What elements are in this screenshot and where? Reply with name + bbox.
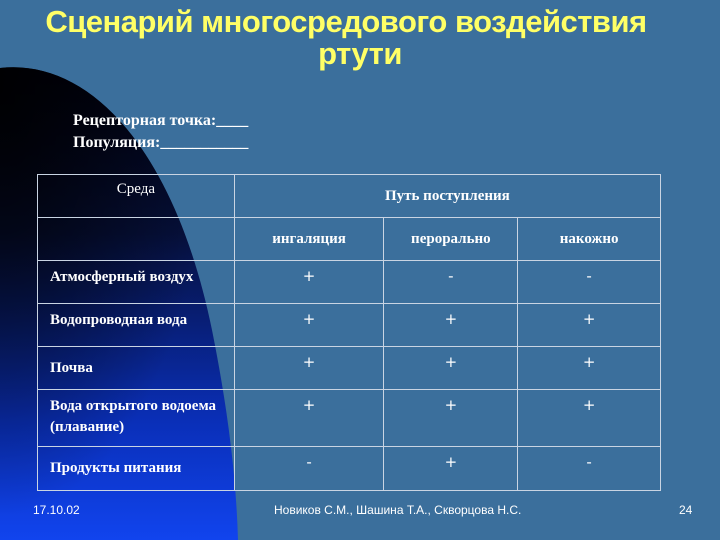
row-label: Вода открытого водоема (плавание) xyxy=(38,390,235,447)
mark-cell: + xyxy=(384,447,518,491)
empty-header-cell xyxy=(38,218,235,261)
mark-cell: + xyxy=(384,304,518,347)
mark-cell: - xyxy=(518,261,661,304)
sub-header-oral: перорально xyxy=(384,218,518,261)
sub-header-inhalation: ингаляция xyxy=(234,218,384,261)
mark-cell: + xyxy=(384,347,518,390)
row-label: Почва xyxy=(38,347,235,390)
mark-cell: + xyxy=(234,347,384,390)
mark-cell: + xyxy=(234,390,384,447)
footer-date: 17.10.02 xyxy=(33,503,80,517)
table-row xyxy=(38,261,661,304)
path-header: Путь поступления xyxy=(234,175,660,218)
table-row xyxy=(38,304,661,347)
exposure-table xyxy=(37,174,661,491)
slide-meta xyxy=(73,110,248,154)
mark-cell: + xyxy=(518,347,661,390)
row-label: Продукты питания xyxy=(38,447,235,491)
slide-title xyxy=(0,6,720,70)
slide-title-line1: Сценарий многосредового воздействия xyxy=(45,4,647,39)
row-label: Атмосферный воздух xyxy=(38,261,235,304)
mark-cell: + xyxy=(384,390,518,447)
mark-cell: + xyxy=(234,261,384,304)
sub-header-dermal: накожно xyxy=(518,218,661,261)
table-row xyxy=(38,390,661,447)
table-row xyxy=(38,347,661,390)
receptor-point-label: Рецепторная точка:____ xyxy=(73,112,249,129)
slide-title-line2: ртути xyxy=(318,36,402,71)
table-row xyxy=(38,447,661,491)
row-label: Водопроводная вода xyxy=(38,304,235,347)
footer-authors: Новиков С.М., Шашина Т.А., Скворцова Н.С. xyxy=(274,503,522,517)
mark-cell: + xyxy=(234,304,384,347)
env-header: Среда xyxy=(38,175,235,218)
mark-cell: + xyxy=(518,304,661,347)
mark-cell: - xyxy=(384,261,518,304)
mark-cell: - xyxy=(234,447,384,491)
footer-page-number: 24 xyxy=(679,503,693,517)
mark-cell: - xyxy=(518,447,661,491)
population-label: Популяция:___________ xyxy=(73,134,249,151)
mark-cell: + xyxy=(518,390,661,447)
